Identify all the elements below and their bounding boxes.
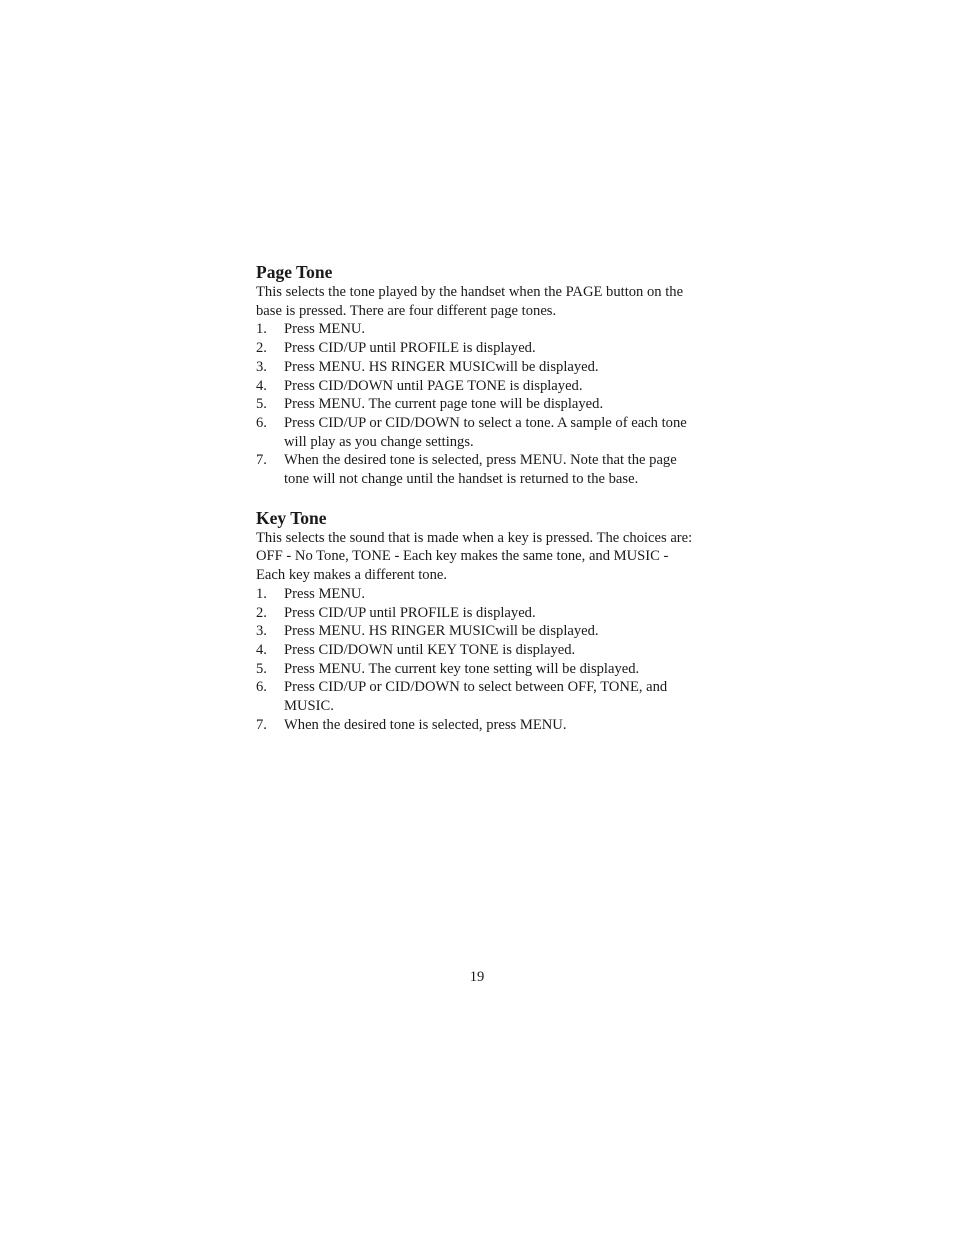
step-item: [256, 660, 701, 679]
step-number: 3.: [256, 358, 267, 375]
step-text: Press MENU. HS RINGER MUSICwill be displayed.: [284, 623, 599, 640]
section-key-tone: [256, 508, 701, 735]
step-item: [256, 585, 701, 604]
step-item: [256, 451, 701, 488]
step-number: 6.: [256, 414, 267, 431]
step-number: 7.: [256, 452, 267, 469]
step-text: Press CID/UP until PROFILE is displayed.: [284, 604, 536, 621]
step-list: [256, 320, 701, 488]
step-text: Press CID/UP until PROFILE is displayed.: [284, 340, 536, 357]
step-text: Press CID/DOWN until KEY TONE is displayed.: [284, 641, 576, 658]
step-item: [256, 678, 701, 715]
section-title: Key Tone: [256, 507, 327, 528]
step-item: [256, 395, 701, 414]
step-number: 6.: [256, 679, 267, 696]
step-number: 4.: [256, 377, 267, 394]
step-text: Press CID/DOWN until PAGE TONE is displayed.: [284, 377, 583, 394]
section-title: Page Tone: [256, 262, 333, 282]
step-item: [256, 377, 701, 396]
step-text: Press MENU.: [284, 585, 366, 602]
page-content: [256, 262, 701, 734]
step-text: Press CID/UP or CID/DOWN to select a tone. A sample of each tone will play as you change settings.: [284, 414, 687, 450]
step-number: 7.: [256, 716, 267, 733]
step-text: When the desired tone is selected, press MENU.: [284, 716, 567, 733]
section-intro: This selects the tone played by the handset when the PAGE button on the base is pressed. There are four different page tones.: [256, 284, 684, 319]
step-number: 1.: [256, 585, 267, 602]
step-item: [256, 358, 701, 377]
step-item: [256, 716, 701, 735]
step-text: Press MENU. HS RINGER MUSICwill be displayed.: [284, 358, 599, 375]
page-number: 19: [469, 969, 485, 985]
step-text: Press CID/UP or CID/DOWN to select between OFF, TONE, and MUSIC.: [284, 679, 668, 715]
step-text: Press MENU. The current page tone will be displayed.: [284, 396, 604, 413]
step-item: [256, 622, 701, 641]
section-intro: This selects the sound that is made when a key is pressed. The choices are: OFF - No Tone, TONE - Each key makes the same tone, and MUSIC - Each key makes a different tone.: [256, 529, 693, 584]
step-item: [256, 320, 701, 339]
step-text: Press MENU.: [284, 321, 366, 338]
step-number: 3.: [256, 623, 267, 640]
step-list: [256, 585, 701, 735]
step-number: 5.: [256, 660, 267, 677]
step-text: When the desired tone is selected, press MENU. Note that the page tone will not change until the handset is returned to the base.: [284, 452, 677, 488]
step-item: [256, 339, 701, 358]
step-number: 2.: [256, 604, 267, 621]
step-item: [256, 641, 701, 660]
section-page-tone: [256, 262, 701, 489]
step-item: [256, 414, 701, 451]
step-number: 1.: [256, 321, 267, 338]
step-text: Press MENU. The current key tone setting will be displayed.: [284, 660, 640, 677]
step-number: 4.: [256, 641, 267, 658]
step-number: 5.: [256, 396, 267, 413]
step-item: [256, 604, 701, 623]
step-number: 2.: [256, 340, 267, 357]
